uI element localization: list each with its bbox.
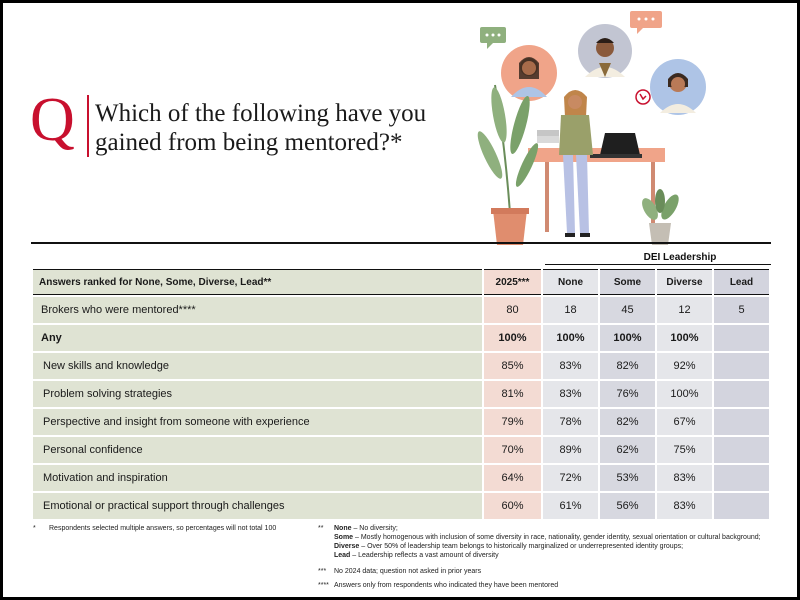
footnote-text: No 2024 data; question not asked in prior years [334,568,482,575]
phone-icon [636,90,650,104]
desk-icon [528,148,665,232]
header-lead: Lead [714,269,769,295]
question-line-1: Which of the following have you [95,100,427,127]
row-label: Perspective and insight from someone with experience [33,409,482,435]
def-some: – Mostly homogenous with inclusion of some diversity in race, nationality, gender identity, sexual orientation or cultural background; [353,534,761,541]
cell-diverse: 92% [657,353,712,379]
cell-2025: 64% [484,465,541,491]
row-label: New skills and knowledge [33,353,482,379]
term-lead: Lead [334,552,351,559]
table-row [33,297,769,323]
cell-none: 61% [543,493,598,519]
row-label: Motivation and inspiration [33,465,482,491]
cell-lead [714,493,769,519]
q-divider [87,95,89,157]
header-answers: Answers ranked for None, Some, Diverse, Lead** [33,269,482,295]
row-label: Emotional or practical support through challenges [33,493,482,519]
cell-2025: 70% [484,437,541,463]
cell-some: 45 [600,297,655,323]
table-row [33,353,769,379]
cell-2025: 80 [484,297,541,323]
term-some: Some [334,534,354,541]
footnote-text: Respondents selected multiple answers, so percentages will not total 100 [49,525,277,532]
header-2025: 2025*** [484,269,541,295]
cell-lead [714,465,769,491]
small-plant-icon [639,189,682,245]
cell-none: 18 [543,297,598,323]
row-label: Problem solving strategies [33,381,482,407]
plant-icon [474,85,542,245]
footnote-mark: **** [318,582,329,589]
def-none: – No diversity; [351,525,398,532]
top-rule [31,242,771,244]
question-title [95,99,426,157]
table-row [33,409,769,435]
q-letter: Q [30,86,75,154]
cell-none: 78% [543,409,598,435]
term-diverse: Diverse [334,543,360,550]
cell-2025: 81% [484,381,541,407]
header-some: Some [600,269,655,295]
footnote-mark: * [33,525,36,532]
avatar-woman-icon [501,45,557,101]
dei-leadership-rule [545,264,771,265]
cell-lead: 5 [714,297,769,323]
cell-diverse: 100% [657,325,712,351]
footnote-mentored-only [318,581,718,590]
table-row [33,381,769,407]
def-diverse: – Over 50% of leadership team belongs to historically marginalized or underrepresented identity groups; [359,543,684,550]
cell-some: 53% [600,465,655,491]
cell-diverse: 83% [657,493,712,519]
mentoring-scene-illustration [465,5,715,247]
cell-some: 56% [600,493,655,519]
footnote-mark: *** [318,568,327,575]
results-table [31,267,771,521]
table-header-row [33,269,769,295]
table-row [33,437,769,463]
avatar-woman-phone-icon [650,59,706,115]
table-row [33,325,769,351]
cell-some: 62% [600,437,655,463]
row-label: Brokers who were mentored**** [33,297,482,323]
cell-lead [714,325,769,351]
footnote-text: Answers only from respondents who indicated they have been mentored [334,582,559,589]
cell-none: 100% [543,325,598,351]
cell-some: 100% [600,325,655,351]
cell-some: 76% [600,381,655,407]
speech-bubble-icon [480,27,506,49]
speech-bubble-icon [630,11,662,34]
term-none: None [334,525,352,532]
cell-diverse: 100% [657,381,712,407]
cell-some: 82% [600,353,655,379]
cell-lead [714,437,769,463]
laptop-icon [590,133,642,158]
cell-diverse: 83% [657,465,712,491]
page [3,3,797,597]
footnote-dei-definitions [318,524,778,560]
cell-2025: 60% [484,493,541,519]
header-diverse: Diverse [657,269,712,295]
cell-diverse: 12 [657,297,712,323]
cell-none: 72% [543,465,598,491]
row-label: Personal confidence [33,437,482,463]
dei-leadership-label: DEI Leadership [643,252,717,263]
cell-diverse: 75% [657,437,712,463]
cell-2025: 85% [484,353,541,379]
question-line-2: gained from being mentored?* [95,129,403,156]
table-row [33,465,769,491]
row-label: Any [33,325,482,351]
cell-lead [714,353,769,379]
cell-lead [714,381,769,407]
cell-none: 89% [543,437,598,463]
cell-diverse: 67% [657,409,712,435]
cell-2025: 79% [484,409,541,435]
def-lead: – Leadership reflects a vast amount of diversity [350,552,499,559]
cell-2025: 100% [484,325,541,351]
header-none: None [543,269,598,295]
avatar-man-icon [578,24,632,78]
cell-lead [714,409,769,435]
footnote-multiple-answers [33,524,303,533]
cell-none: 83% [543,353,598,379]
cell-none: 83% [543,381,598,407]
table-row [33,493,769,519]
cell-some: 82% [600,409,655,435]
footnote-no-2024-data [318,567,718,576]
footnote-mark: ** [318,525,324,532]
